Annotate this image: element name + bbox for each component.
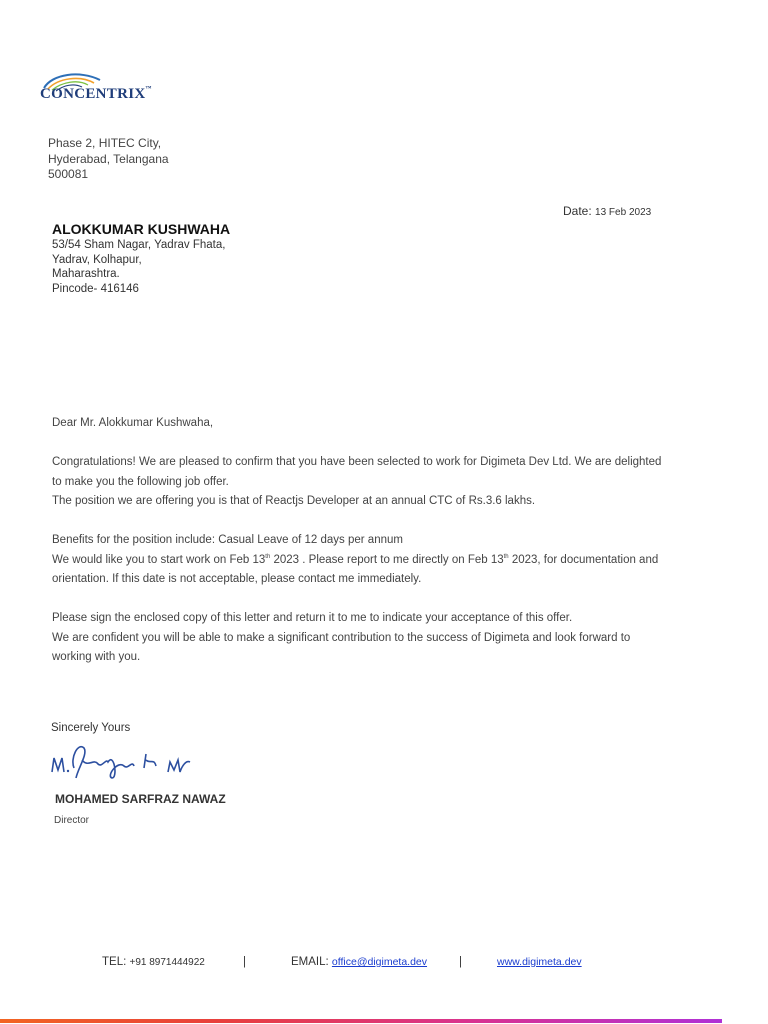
footer-gradient-bar: [0, 1019, 722, 1023]
company-logo: [40, 70, 190, 110]
email-label: EMAIL:: [291, 956, 329, 968]
recipient-address-line: Pincode- 416146: [52, 282, 139, 295]
letter-date: [563, 204, 651, 218]
email-link[interactable]: office@digimeta.dev: [331, 956, 428, 968]
paragraph-congratulations: Congratulations! We are pleased to confirm that you have been selected to work for Digimeta Dev Ltd. We are delighted to make you the following job offer.: [52, 456, 662, 488]
recipient-address: [52, 238, 225, 296]
sender-address-line: Phase 2, HITEC City,: [48, 136, 162, 150]
sender-address-line: Hyderabad, Telangana: [48, 151, 169, 166]
tel-number: +91 8971444922: [129, 957, 205, 968]
signer-title: Director: [54, 815, 90, 826]
website-link[interactable]: www.digimeta.dev: [497, 956, 582, 968]
paragraph-start-date: We would like you to start work on Feb 13th 2023 . Please report to me directly on Feb 13th 2023, for documentation and orientation. If this date is not acceptable, please contact me immediately.: [52, 553, 659, 585]
salutation: Dear Mr. Alokkumar Kushwaha,: [52, 417, 214, 429]
footer-tel: [102, 956, 205, 968]
recipient-address-line: Yadrav, Kolhapur,: [52, 253, 142, 266]
sender-address-line: 500081: [48, 167, 89, 181]
tel-label: TEL:: [102, 956, 127, 968]
recipient-address-line: Maharashtra.: [52, 268, 120, 280]
recipient-name: ALOKKUMAR KUSHWAHA: [52, 221, 231, 237]
paragraph-position: The position we are offering you is that of Reactjs Developer at an annual CTC of Rs.3.6 lakhs.: [52, 495, 536, 507]
recipient-address-line: 53/54 Sham Nagar, Yadrav Fhata,: [52, 239, 226, 251]
closing: Sincerely Yours: [51, 722, 131, 734]
footer-separator: |: [243, 956, 246, 968]
paragraph-benefits: Benefits for the position include: Casual Leave of 12 days per annum: [52, 534, 403, 546]
date-label: Date:: [563, 204, 592, 218]
sender-address: [48, 136, 169, 183]
handwritten-signature: [48, 738, 198, 782]
paragraph-closing-remarks: We are confident you will be able to make a significant contribution to the success of Digimeta and look forward to working with you.: [52, 631, 631, 663]
logo-wordmark: CONCENTRIX™: [40, 86, 152, 102]
footer-contact: [0, 956, 768, 974]
footer-email: [291, 956, 427, 968]
footer-separator: |: [459, 956, 462, 968]
letter-body: [52, 414, 672, 668]
paragraph-sign-request: Please sign the enclosed copy of this letter and return it to me to indicate your acceptance of this offer.: [52, 612, 573, 624]
date-value: 13 Feb 2023: [595, 207, 652, 218]
signer-name: MOHAMED SARFRAZ NAWAZ: [55, 792, 226, 806]
